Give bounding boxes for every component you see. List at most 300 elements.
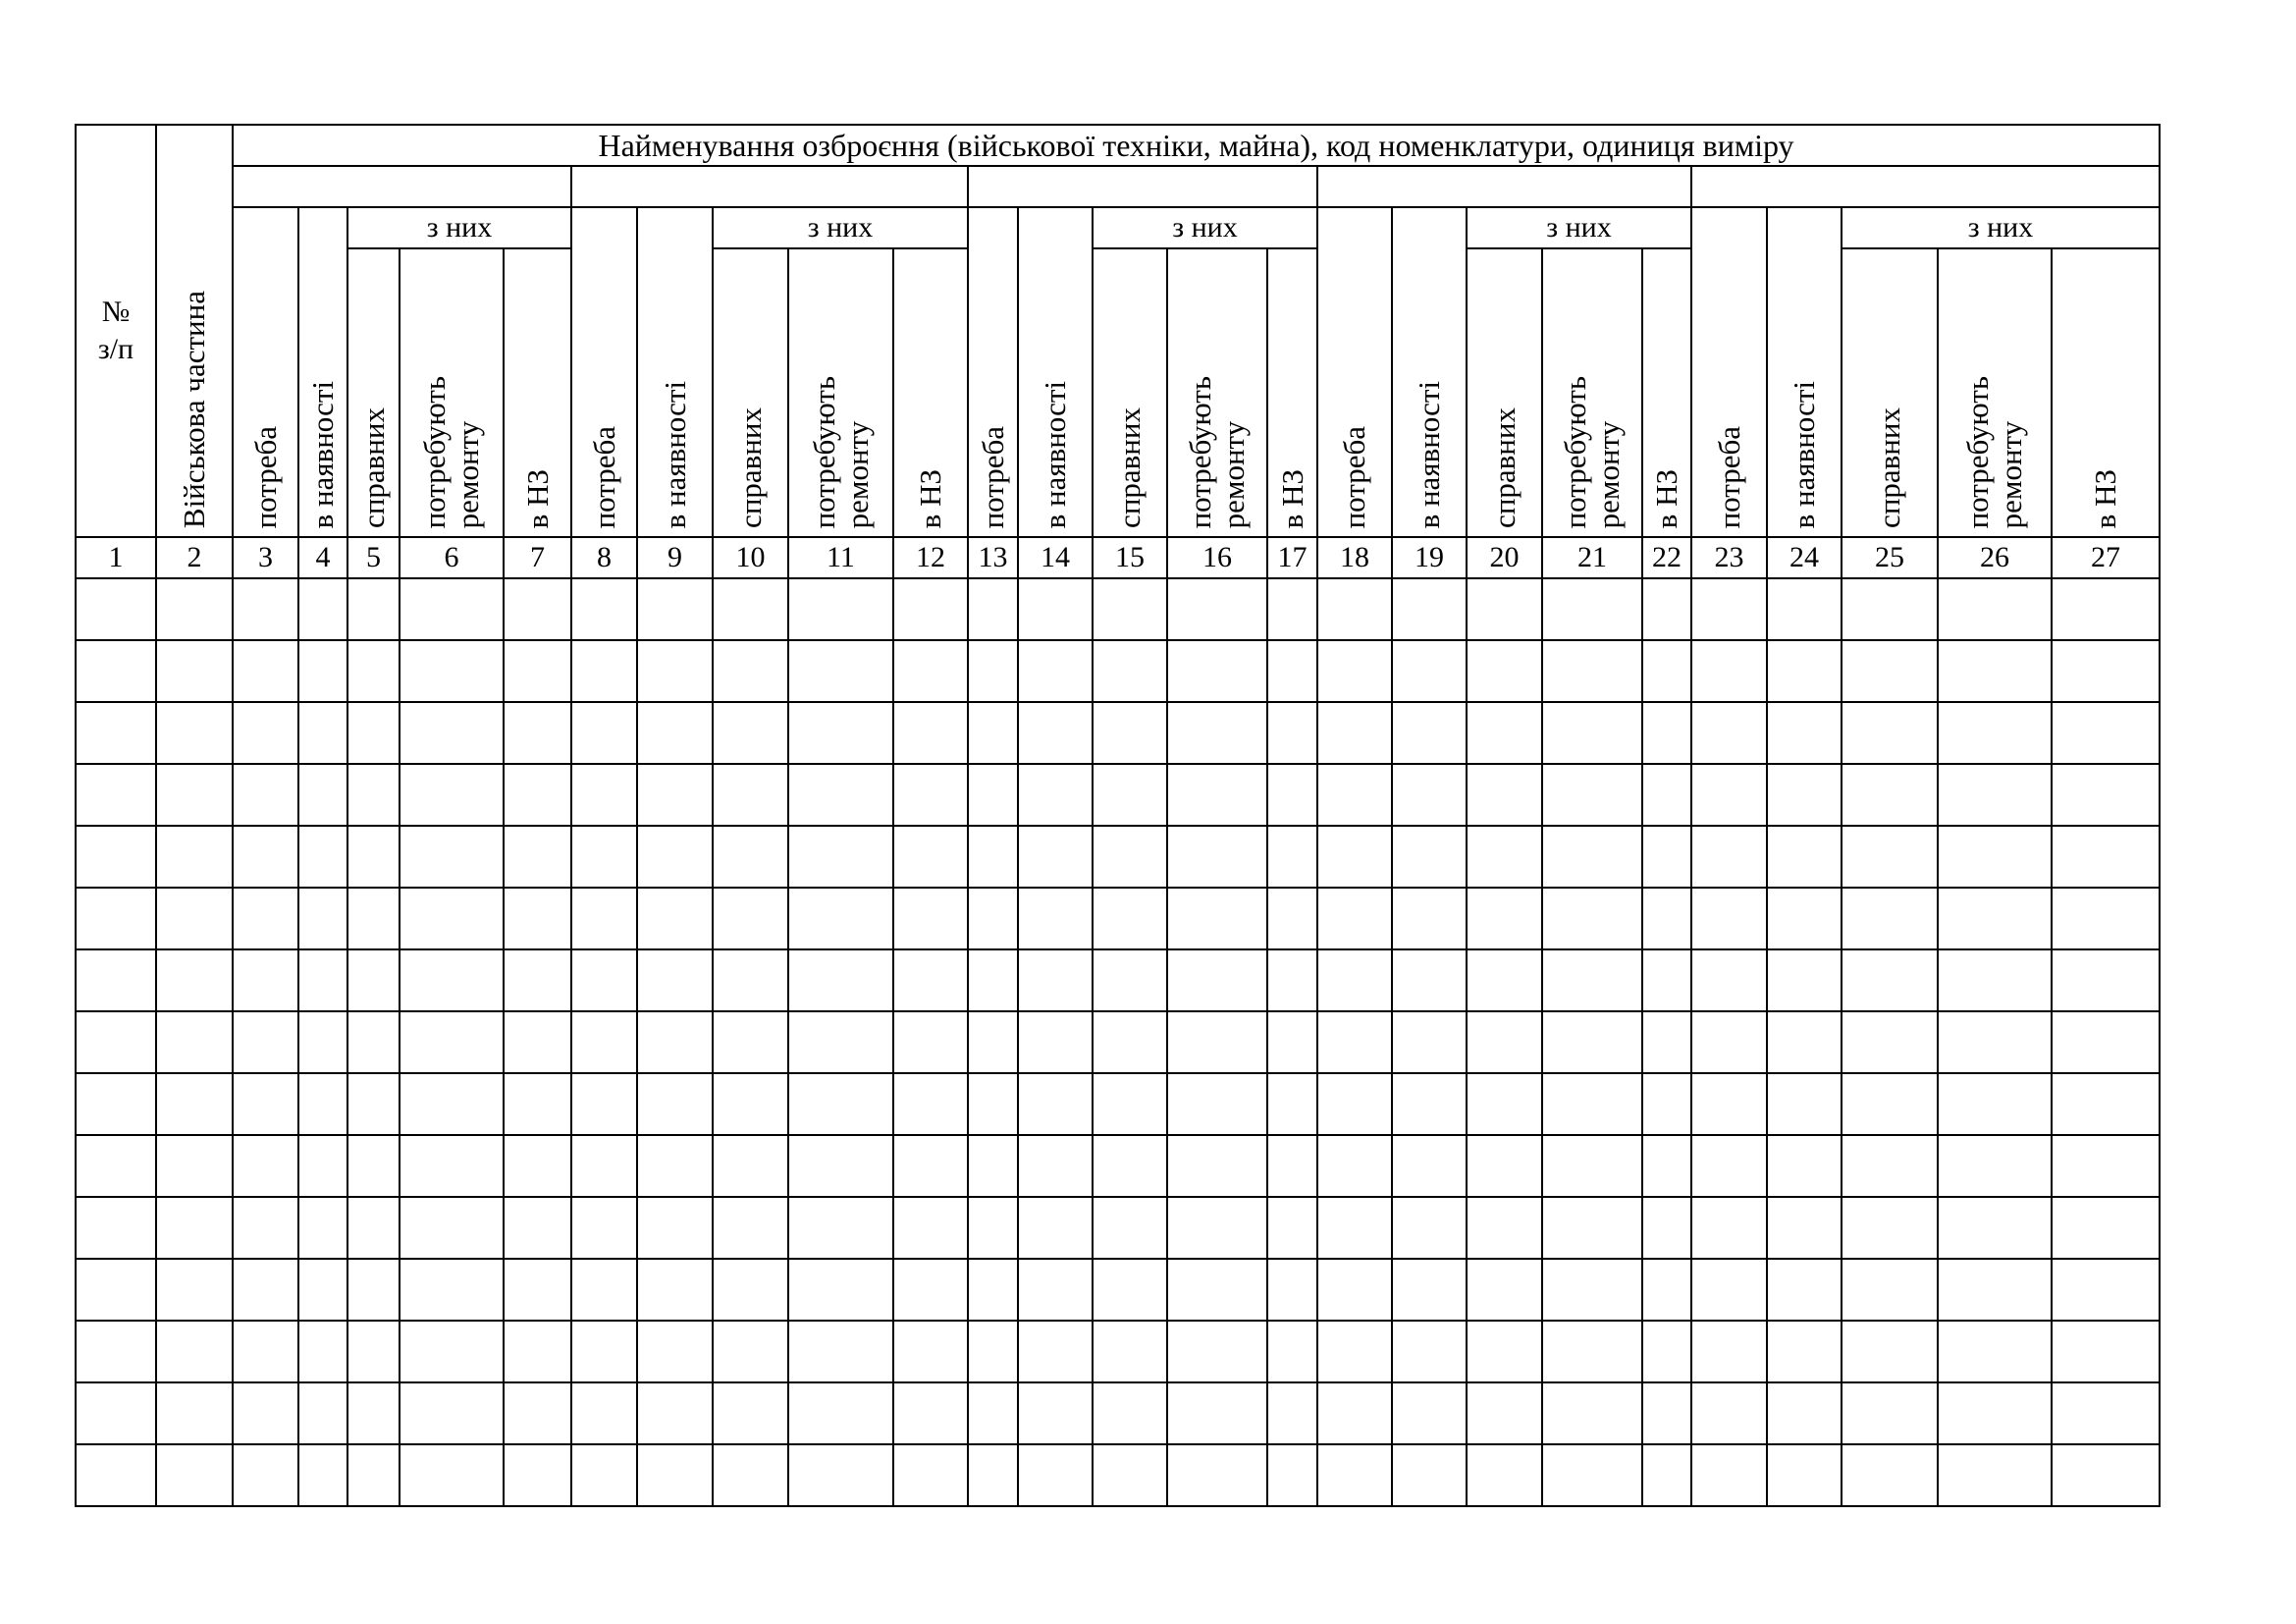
header-of-them: з них [1093,207,1317,248]
table-cell [1842,578,1938,640]
table-cell [1938,1444,2052,1506]
table-cell [637,1073,713,1135]
table-cell [1467,888,1542,949]
table-cell [1317,702,1392,764]
table-cell [1642,1135,1691,1197]
table-cell [1767,1011,1842,1073]
table-cell [2052,1382,2160,1444]
table-cell [1542,888,1642,949]
group-name-cell [968,166,1317,207]
table-cell [1767,1382,1842,1444]
table-cell [1267,578,1317,640]
table-cell [347,888,400,949]
table-cell [347,702,400,764]
table-cell [1093,578,1167,640]
table-cell [788,1259,893,1321]
table-cell [1467,764,1542,826]
table-row [76,1444,2160,1506]
table-cell [233,1011,298,1073]
table-cell [233,1382,298,1444]
table-cell [1642,1197,1691,1259]
table-cell [1642,1444,1691,1506]
table-cell [1542,1382,1642,1444]
table-cell [1267,1011,1317,1073]
table-cell [1467,1382,1542,1444]
table-cell [968,1197,1018,1259]
header-available [1018,207,1093,537]
table-cell [1267,1382,1317,1444]
table-cell [968,1321,1018,1382]
table-cell [1267,764,1317,826]
header-need-repair [1938,248,2052,537]
table-cell [1018,1259,1093,1321]
table-cell [637,578,713,640]
table-cell [233,578,298,640]
table-cell [76,578,156,640]
table-cell [713,640,788,702]
table-cell [1317,1197,1392,1259]
table-cell [400,578,504,640]
table-cell [1691,1073,1767,1135]
table-cell [1093,764,1167,826]
header-of-them: з них [1467,207,1691,248]
table-cell [233,702,298,764]
table-cell [156,1444,233,1506]
header-of-them: з них [347,207,571,248]
table-cell [788,1073,893,1135]
table-cell [713,1073,788,1135]
table-cell [1691,1197,1767,1259]
table-cell [1542,1444,1642,1506]
table-cell [1093,640,1167,702]
column-number: 23 [1691,537,1767,578]
table-cell [1642,764,1691,826]
table-cell [1317,888,1392,949]
table-cell [637,1259,713,1321]
table-cell [1018,1382,1093,1444]
table-cell [1018,1135,1093,1197]
table-cell [1392,1382,1467,1444]
table-cell [968,1135,1018,1197]
header-available-label: в наявності [1412,380,1446,528]
table-cell [1842,949,1938,1011]
table-cell [893,1382,968,1444]
table-cell [1542,1073,1642,1135]
table-cell [968,1073,1018,1135]
table-cell [233,1135,298,1197]
header-need [233,207,298,537]
table-cell [1642,578,1691,640]
header-need-repair-label: потребують ремонту [417,375,485,528]
table-cell [2052,1135,2160,1197]
header-need-repair [1542,248,1642,537]
table-cell [1767,949,1842,1011]
table-cell [1018,1444,1093,1506]
table-cell [1642,1321,1691,1382]
table-cell [233,1321,298,1382]
table-cell [713,702,788,764]
table-cell [76,826,156,888]
table-cell [571,640,637,702]
header-need-label: потреба [1337,425,1371,528]
table-cell [1767,888,1842,949]
column-number: 5 [347,537,400,578]
group-name-cell [1691,166,2160,207]
header-subcolumn-row [76,248,2160,537]
table-cell [1938,1321,2052,1382]
table-cell [1691,1444,1767,1506]
table-cell [1317,1382,1392,1444]
header-need [571,207,637,537]
table-cell [504,888,571,949]
column-number: 10 [713,537,788,578]
table-cell [298,1321,347,1382]
table-cell [1938,764,2052,826]
table-row [76,826,2160,888]
table-cell [1267,1444,1317,1506]
table-row [76,640,2160,702]
table-cell [504,1135,571,1197]
table-cell [637,764,713,826]
column-number: 16 [1167,537,1267,578]
table-cell [1018,640,1093,702]
table-cell [788,1321,893,1382]
table-cell [1467,1197,1542,1259]
table-cell [298,1259,347,1321]
header-reserve-label: в НЗ [519,468,555,528]
table-cell [1842,1073,1938,1135]
header-reserve-label: в НЗ [913,468,947,528]
table-cell [1842,1444,1938,1506]
table-row [76,702,2160,764]
table-cell [1392,1259,1467,1321]
table-cell [1267,1073,1317,1135]
table-cell [893,764,968,826]
table-cell [1317,764,1392,826]
table-cell [347,1259,400,1321]
table-cell [571,702,637,764]
table-cell [713,826,788,888]
table-cell [298,764,347,826]
table-cell [1018,764,1093,826]
table-cell [788,1382,893,1444]
table-cell [400,1321,504,1382]
table-cell [1767,1259,1842,1321]
table-cell [504,1321,571,1382]
table-cell [893,1444,968,1506]
header-reserve [2052,248,2160,537]
table-cell [156,764,233,826]
header-need-repair [788,248,893,537]
table-cell [1842,1321,1938,1382]
table-cell [1938,1259,2052,1321]
header-need-label: потреба [247,425,283,528]
header-serviceable-label: справних [1486,407,1522,528]
table-cell [298,1444,347,1506]
table-cell [76,1135,156,1197]
table-cell [1938,1073,2052,1135]
table-cell [76,1011,156,1073]
table-cell [637,888,713,949]
column-number-row [76,537,2160,578]
table-cell [1691,1135,1767,1197]
table-cell [1842,640,1938,702]
table-row [76,1382,2160,1444]
table-row [76,578,2160,640]
header-serviceable-label: справних [355,407,391,528]
table-cell [156,640,233,702]
header-need-repair [1167,248,1267,537]
table-cell [1767,1321,1842,1382]
header-available-label: в наявності [657,380,692,528]
table-cell [1842,826,1938,888]
header-need-label: потреба [1711,425,1746,528]
table-cell [298,1382,347,1444]
table-cell [1267,1197,1317,1259]
table-cell [1018,1321,1093,1382]
table-cell [400,764,504,826]
table-cell [1542,578,1642,640]
table-cell [1167,1444,1267,1506]
table-cell [400,1197,504,1259]
table-cell [571,1197,637,1259]
table-cell [571,1321,637,1382]
table-cell [788,826,893,888]
table-cell [1392,702,1467,764]
header-serviceable [713,248,788,537]
table-cell [968,1259,1018,1321]
header-reserve-label: в НЗ [1274,468,1309,528]
table-cell [76,1073,156,1135]
table-cell [571,1382,637,1444]
table-cell [76,888,156,949]
table-cell [893,702,968,764]
table-cell [1317,1444,1392,1506]
table-cell [713,888,788,949]
table-cell [571,764,637,826]
table-cell [347,764,400,826]
table-cell [1542,949,1642,1011]
table-cell [1691,949,1767,1011]
table-cell [1167,1073,1267,1135]
table-cell [2052,578,2160,640]
header-available-label: в наявності [1787,380,1821,528]
table-cell [1267,702,1317,764]
table-cell [1093,1321,1167,1382]
table-cell [1093,1259,1167,1321]
table-cell [1767,1444,1842,1506]
table-cell [637,949,713,1011]
header-serviceable-label: справних [732,407,768,528]
table-cell [298,888,347,949]
table-cell [2052,764,2160,826]
table-cell [1642,888,1691,949]
header-of-them: з них [713,207,968,248]
column-number: 8 [571,537,637,578]
table-cell [233,949,298,1011]
table-cell [968,949,1018,1011]
table-cell [1167,1011,1267,1073]
table-cell [1691,1259,1767,1321]
table-cell [1842,1197,1938,1259]
table-cell [1392,1073,1467,1135]
table-cell [298,1011,347,1073]
table-cell [1267,949,1317,1011]
table-cell [968,702,1018,764]
table-cell [1392,1011,1467,1073]
table-cell [893,1197,968,1259]
table-cell [504,1382,571,1444]
table-cell [1317,1259,1392,1321]
header-reserve [504,248,571,537]
header-need [1317,207,1392,537]
table-cell [347,826,400,888]
table-cell [1691,1321,1767,1382]
group-name-cell [571,166,968,207]
column-number: 24 [1767,537,1842,578]
table-cell [1467,640,1542,702]
column-number: 17 [1267,537,1317,578]
table-cell [1167,888,1267,949]
header-military-unit-label: Військова частина [177,290,211,528]
table-cell [968,1444,1018,1506]
header-serviceable-label: справних [1872,407,1906,528]
table-cell [1691,640,1767,702]
table-cell [1267,826,1317,888]
table-cell [233,1197,298,1259]
table-cell [1938,1197,2052,1259]
column-number: 21 [1542,537,1642,578]
table-cell [1691,764,1767,826]
table-cell [1392,1444,1467,1506]
table-cell [400,1259,504,1321]
table-cell [1542,1321,1642,1382]
table-cell [2052,1197,2160,1259]
table-cell [1691,702,1767,764]
header-available [1767,207,1842,537]
column-number: 19 [1392,537,1467,578]
table-cell [400,1135,504,1197]
table-cell [1167,826,1267,888]
table-cell [571,578,637,640]
header-reserve [1642,248,1691,537]
table-cell [76,764,156,826]
table-cell [76,702,156,764]
table-cell [1267,1135,1317,1197]
table-cell [2052,640,2160,702]
table-cell [400,640,504,702]
table-cell [347,1011,400,1073]
table-cell [1467,1321,1542,1382]
table-cell [76,1444,156,1506]
table-cell [1642,1382,1691,1444]
table-cell [1691,1382,1767,1444]
table-cell [713,1011,788,1073]
table-cell [2052,1321,2160,1382]
table-cell [156,1321,233,1382]
table-cell [1767,1135,1842,1197]
table-cell [347,1444,400,1506]
table-cell [1767,826,1842,888]
table-cell [968,764,1018,826]
header-military-unit [156,125,233,537]
column-number: 2 [156,537,233,578]
table-cell [571,949,637,1011]
table-cell [571,1444,637,1506]
table-cell [1642,702,1691,764]
column-number: 12 [893,537,968,578]
table-cell [968,826,1018,888]
table-cell [347,1321,400,1382]
header-of-them: з них [1842,207,2160,248]
table-cell [298,1197,347,1259]
header-need-repair-label: потребують ремонту [1960,375,2028,528]
table-cell [1938,578,2052,640]
table-cell [504,826,571,888]
table-cell [893,1011,968,1073]
table-cell [1018,1197,1093,1259]
table-cell [1018,1073,1093,1135]
table-cell [713,1197,788,1259]
table-cell [1392,578,1467,640]
table-cell [1767,1197,1842,1259]
table-cell [1167,578,1267,640]
table-cell [968,1011,1018,1073]
table-cell [76,1197,156,1259]
header-reserve-label: в НЗ [1649,468,1683,528]
table-cell [1642,949,1691,1011]
table-cell [400,826,504,888]
table-cell [1392,1197,1467,1259]
column-number: 15 [1093,537,1167,578]
table-cell [2052,888,2160,949]
table-cell [893,1135,968,1197]
table-cell [893,888,968,949]
table-cell [1317,949,1392,1011]
table-cell [2052,1011,2160,1073]
table-cell [1542,1259,1642,1321]
header-serviceable [347,248,400,537]
table-cell [1767,764,1842,826]
table-cell [1842,1135,1938,1197]
table-cell [1317,578,1392,640]
table-cell [637,1444,713,1506]
table-cell [504,578,571,640]
table-cell [1542,764,1642,826]
table-cell [76,1259,156,1321]
table-cell [1018,1011,1093,1073]
table-cell [347,949,400,1011]
table-cell [713,949,788,1011]
table-cell [504,1444,571,1506]
header-need-label: потреба [586,425,621,528]
column-number: 1 [76,537,156,578]
table-cell [156,1259,233,1321]
table-cell [571,1259,637,1321]
table-cell [968,888,1018,949]
table-cell [893,1259,968,1321]
table-cell [504,702,571,764]
table-cell [156,578,233,640]
table-cell [1542,702,1642,764]
table-cell [1542,826,1642,888]
table-cell [1842,1011,1938,1073]
table-cell [1018,888,1093,949]
table-cell [2052,826,2160,888]
header-title: Найменування озброєння (військової техніки, майна), код номенклатури, одиниця виміру [233,125,2160,166]
table-cell [233,764,298,826]
table-cell [1642,640,1691,702]
